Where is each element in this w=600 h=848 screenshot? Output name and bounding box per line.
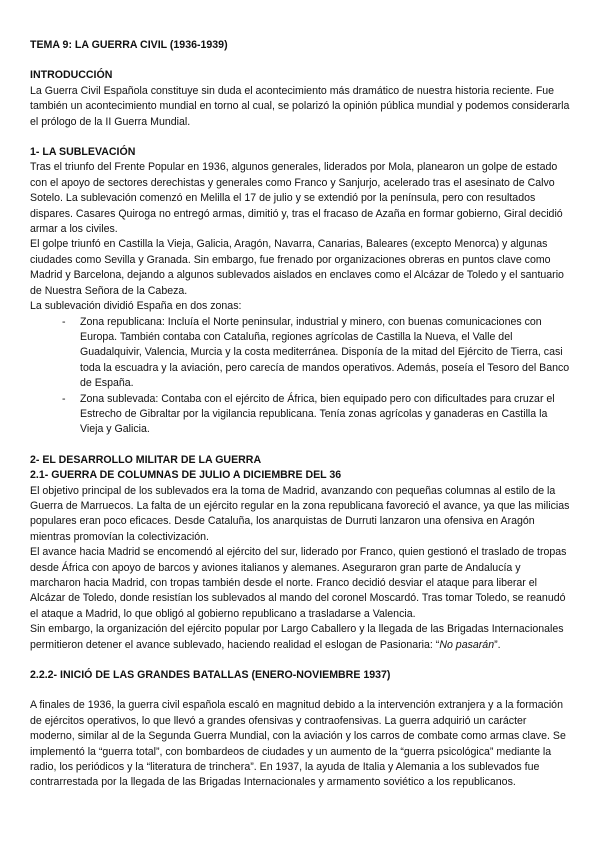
slogan-quote: No pasarán <box>439 638 495 651</box>
paragraph-text: Sin embargo, la organización del ejército popular por Largo Caballero y la llegada de las Brigadas Internacionales permitieron detener el avance sublevado, haciendo realidad el eslogan de Pasionaria: “ <box>30 623 564 651</box>
quote-close: ”. <box>494 638 501 651</box>
subsection-2-1-paragraph-1: El objetivo principal de los sublevados era la toma de Madrid, avanzando con pequeñas columnas al estilo de la Guerra de Marruecos. La falta de un ejército regular en la zona republicana favoreció el avance, ya que las milicias populares eran poco eficaces. Desde Cataluña, los anarquistas de Durruti lanzaron una ofensiva en Aragón mientras promovían la colectivización. <box>30 484 570 543</box>
zones-list <box>30 315 570 438</box>
intro-heading: INTRODUCCIÓN <box>30 69 113 82</box>
subsection-2-2-heading: 2.2.2- INICIÓ DE LAS GRANDES BATALLAS (ENERO-NOVIEMBRE 1937) <box>30 669 391 682</box>
subsection-2-1-heading: 2.1- GUERRA DE COLUMNAS DE JULIO A DICIEMBRE DEL 36 <box>30 469 342 482</box>
zone-sublevada-item: - Zona sublevada: Contaba con el ejército de África, bien equipado pero con dificultades para cruzar el Estrecho de Gibraltar por la vigilancia republicana. Tenía zonas agrícolas y ganaderas en Castilla la Vieja y Galicia. <box>62 392 570 438</box>
section-2-heading: 2- EL DESARROLLO MILITAR DE LA GUERRA <box>30 453 262 466</box>
section-1-paragraph-3: La sublevación dividió España en dos zonas: <box>30 300 242 313</box>
zone-republicana-item: - Zona republicana: Incluía el Norte peninsular, industrial y minero, con buenas comunicaciones con Europa. También contaba con Cataluña, regiones agrícolas de Castilla la Nueva, el Valle del Guadalquivir, Valencia, Murcia y la costa mediterránea. Disponía de la mitad del Ejército de Tierra, casi toda la escuadra y la aviación, pero carecía de mandos operativos. Además, poseía el Tesoro del Banco de España. <box>62 315 570 392</box>
subsection-2-2-paragraph-1: A finales de 1936, la guerra civil española escaló en magnitud debido a la intervención extranjera y a la formación de ejércitos operativos, lo que llevó a grandes ofensivas y contraofensivas. La guerra adquirió un carácter moderno, similar al de la Segunda Guerra Mundial, con la aviación y los carros de combate como armas clave. Se implementó la “guerra total”, con bombardeos de ciudades y un aumento de la “guerra psicológica” mediante la radio, los periódicos y la “literatura de trinchera”. En 1937, la ayuda de Italia y Alemania a los sublevados fue contrarrestada por la llegada de las Brigadas Internacionales y armamento soviético a los republicanos. <box>30 699 566 789</box>
section-1-paragraph-2: El golpe triunfó en Castilla la Vieja, Galicia, Aragón, Navarra, Canarias, Baleares (excepto Menorca) y algunas ciudades como Sevilla y Granada. Sin embargo, fue frenado por organizaciones obreras en puntos clave como Madrid y Barcelona, dejando a algunos sublevados aislados en enclaves como el Alcázar de Toledo y el santuario de Nuestra Señora de la Cabeza. <box>30 238 564 297</box>
subsection-2-1-paragraph-3 <box>30 622 570 653</box>
page-title: TEMA 9: LA GUERRA CIVIL (1936-1939) <box>30 39 228 51</box>
section-1-heading: 1- LA SUBLEVACIÓN <box>30 146 136 159</box>
section-1-paragraph-1: Tras el triunfo del Frente Popular en 1936, algunos generales, liderados por Mola, planearon un golpe de estado con el apoyo de sectores derechistas y generales como Franco y Sanjurjo, acelerado tras el asesinato de Calvo Sotelo. La sublevación comenzó en Melilla el 17 de julio y se extendió por la península, pero con resultados dispares. Casares Quiroga no entregó armas, dimitió y, tras el fracaso de Azaña en formar gobierno, Giral decidió armar a los civiles. <box>30 161 563 236</box>
subsection-2-1-paragraph-2: El avance hacia Madrid se encomendó al ejército del sur, liderado por Franco, quien gestionó el traslado de tropas desde África con apoyo de barcos y aviones italianos y alemanes. Aseguraron gran parte de Andalucía y marcharon hacia Madrid, con tropas también desde el norte. Franco decidió desviar el ataque para liberar el Alcázar de Toledo, donde resistían los sublevados al mando del coronel Moscardó. Tras tomar Toledo, se reanudó el ataque a Madrid, lo que obligó al gobierno republicano a trasladarse a Valencia. <box>30 546 567 620</box>
intro-paragraph: La Guerra Civil Española constituye sin duda el acontecimiento más dramático de nuestra historia reciente. Fue también un acontecimiento mundial en torno al cual, se polarizó la opinión pública mundial y podemos considerarla el prólogo de la II Guerra Mundial. <box>30 84 570 128</box>
